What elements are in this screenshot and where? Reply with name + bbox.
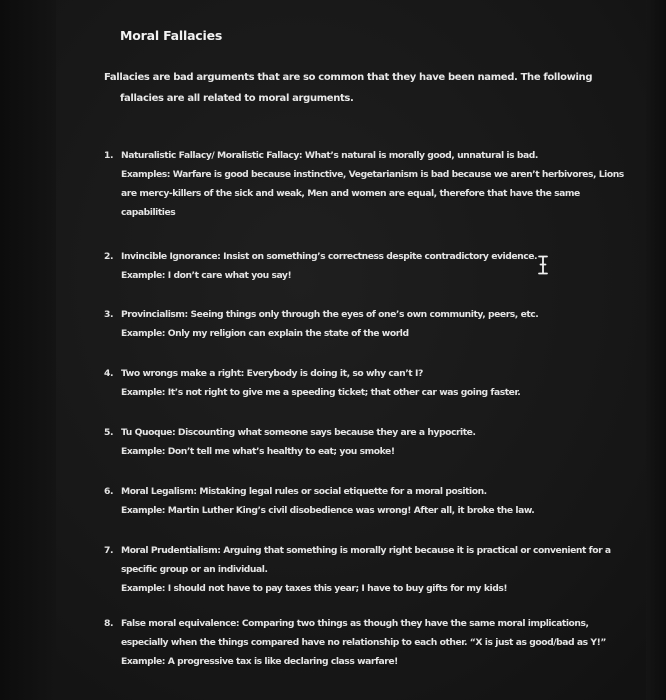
list-item — [104, 541, 624, 598]
list-item-line: are mercy-killers of the sick and weak, Men and women are equal, therefore that have the same — [121, 188, 580, 199]
list-item-number: 6. — [104, 486, 113, 497]
intro-line: Fallacies are bad arguments that are so common that they have been named. The following — [104, 72, 593, 83]
list-item — [104, 482, 624, 520]
list-item-number: 2. — [104, 251, 113, 262]
list-item-line: False moral equivalence: Comparing two things as though they have the same moral implications, — [121, 618, 589, 629]
list-item-line: Example: It’s not right to give me a speeding ticket; that other car was going faster. — [121, 387, 521, 398]
list-item-line: capabilities — [121, 207, 176, 218]
list-item-line: Two wrongs make a right: Everybody is doing it, so why can’t I? — [121, 368, 423, 379]
list-item-line: Example: I don’t care what you say! — [121, 270, 292, 281]
list-item-line: Example: Only my religion can explain the state of the world — [121, 328, 409, 339]
list-item-line: Examples: Warfare is good because instinctive, Vegetarianism is bad because we aren’t herbivores, Lions — [121, 169, 624, 180]
screen-bezel-left — [0, 0, 56, 700]
list-item — [104, 305, 624, 343]
list-item-line: especially when the things compared have no relationship to each other. “X is just as good/bad as Y!” — [121, 637, 606, 648]
list-item-number: 5. — [104, 427, 113, 438]
list-item-number: 8. — [104, 618, 113, 629]
list-item-line: Naturalistic Fallacy/ Moralistic Fallacy: What’s natural is morally good, unnatural is bad. — [121, 150, 538, 161]
list-item — [104, 614, 624, 671]
list-item-line: specific group or an individual. — [121, 564, 268, 575]
page-title: Moral Fallacies — [120, 28, 223, 43]
list-item — [104, 146, 624, 222]
list-item-line: Example: A progressive tax is like declaring class warfare! — [121, 656, 398, 667]
screen-bezel-right — [646, 0, 666, 700]
list-item-number: 3. — [104, 309, 113, 320]
list-item-line: Invincible Ignorance: Insist on something’s correctness despite contradictory evidence. — [121, 251, 538, 262]
text-cursor-icon — [537, 255, 549, 275]
document-page[interactable] — [60, 0, 646, 700]
intro-paragraph — [104, 67, 604, 109]
list-item-line: Provincialism: Seeing things only through the eyes of one’s own community, peers, etc. — [121, 309, 539, 320]
list-item-line: Example: Martin Luther King’s civil disobedience was wrong! After all, it broke the law. — [121, 505, 535, 516]
list-item-number: 7. — [104, 545, 113, 556]
list-item — [104, 423, 624, 461]
list-item-line: Example: Don’t tell me what’s healthy to eat; you smoke! — [121, 446, 395, 457]
list-item-number: 4. — [104, 368, 113, 379]
list-item-line: Tu Quoque: Discounting what someone says because they are a hypocrite. — [121, 427, 476, 438]
list-item-number: 1. — [104, 150, 113, 161]
intro-line: fallacies are all related to moral arguments. — [120, 93, 354, 104]
list-item-line: Moral Legalism: Mistaking legal rules or social etiquette for a moral position. — [121, 486, 487, 497]
list-item-line: Example: I should not have to pay taxes this year; I have to buy gifts for my kids! — [121, 583, 508, 594]
list-item — [104, 364, 624, 402]
list-item-line: Moral Prudentialism: Arguing that something is morally right because it is practical or convenient for a — [121, 545, 611, 556]
